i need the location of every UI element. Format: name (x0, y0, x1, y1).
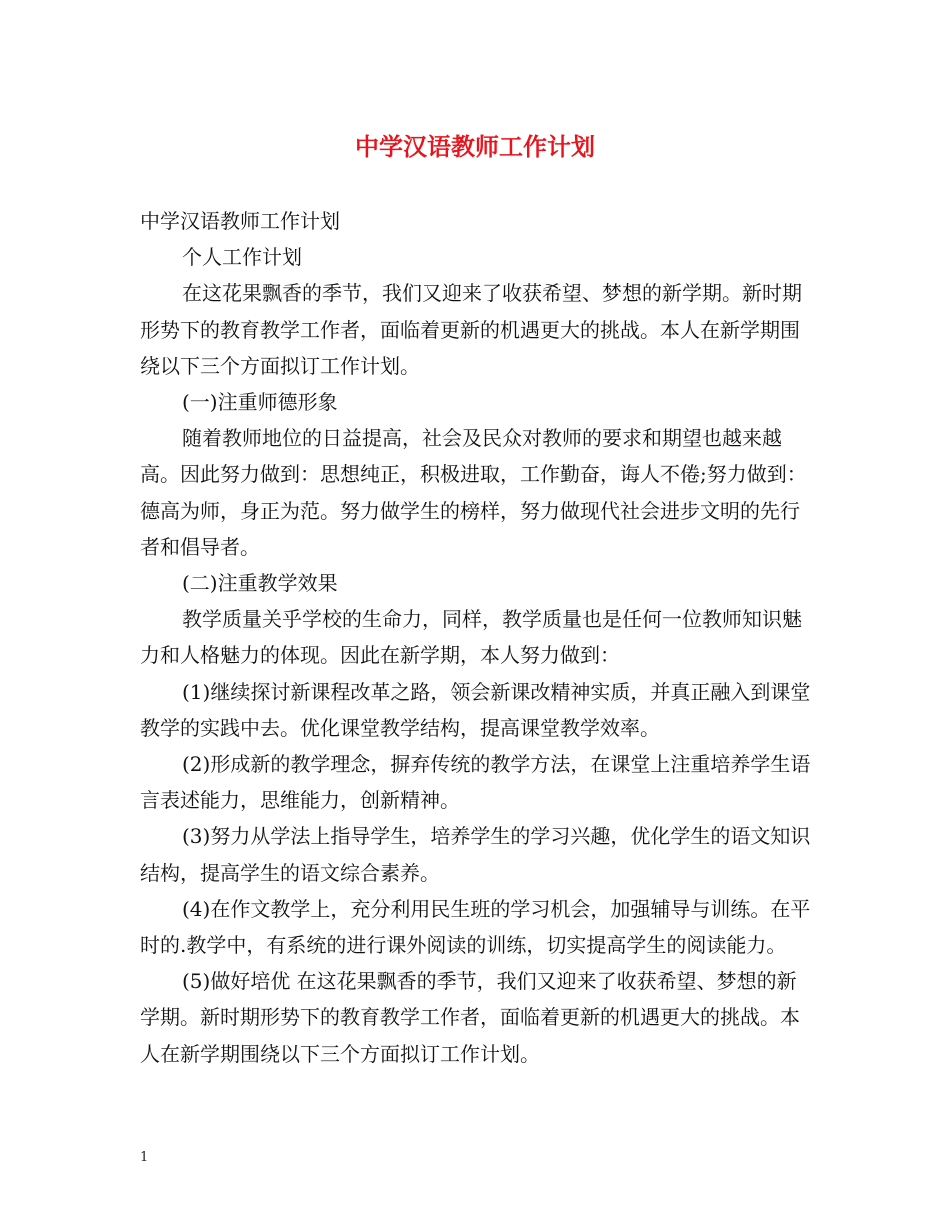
document-title: 中学汉语教师工作计划 (355, 133, 595, 161)
paragraph-heading: 中学汉语教师工作计划 (140, 209, 340, 233)
list-item: (5)做好培优 在这花果飘香的季节，我们又迎来了收获希望、梦想的新学期。新时期形势下的教育教学工作者，面临着更新的机遇更大的挑战。本人在新学期围绕以下三个方面拟订工作计划。 (140, 969, 800, 1066)
paragraph-subheading: 个人工作计划 (182, 245, 302, 270)
page-number: 1 (140, 1150, 149, 1165)
paragraph: 教学质量关乎学校的生命力，同样，教学质量也是任何一位教师知识魅力和人格魅力的体现。因此在新学期，本人努力做到： (140, 607, 802, 668)
paragraph: 随着教师地位的日益提高，社会及民众对教师的要求和期望也越来越高。因此努力做到：思想纯正，积极进取，工作勤奋，诲人不倦;努力做到：德高为师，身正为范。努力做学生的榜样，努力做现代社会进步文明的先行者和倡导者。 (140, 426, 807, 559)
list-item: (2)形成新的教学理念，摒弃传统的教学方法，在课堂上注重培养学生语言表述能力，思维能力，创新精神。 (140, 752, 811, 813)
list-item: (1)继续探讨新课程改革之路，领会新课改精神实质，并真正融入到课堂教学的实践中去。优化课堂教学结构，提高课堂教学效率。 (140, 679, 811, 740)
document-body (140, 203, 816, 1072)
section-heading: (二)注重教学效果 (182, 571, 338, 596)
paragraph: 在这花果飘香的季节，我们又迎来了收获希望、梦想的新学期。新时期形势下的教育教学工作者，面临着更新的机遇更大的挑战。本人在新学期围绕以下三个方面拟订工作计划。 (140, 281, 802, 378)
section-heading: (一)注重师德形象 (182, 390, 338, 415)
list-item: (3)努力从学法上指导学生，培养学生的学习兴趣，优化学生的语文知识结构，提高学生的语文综合素养。 (140, 824, 811, 885)
list-item: (4)在作文教学上，充分利用民生班的学习机会，加强辅导与训练。在平时的.教学中，有系统的进行课外阅读的训练，切实提高学生的阅读能力。 (140, 896, 811, 958)
